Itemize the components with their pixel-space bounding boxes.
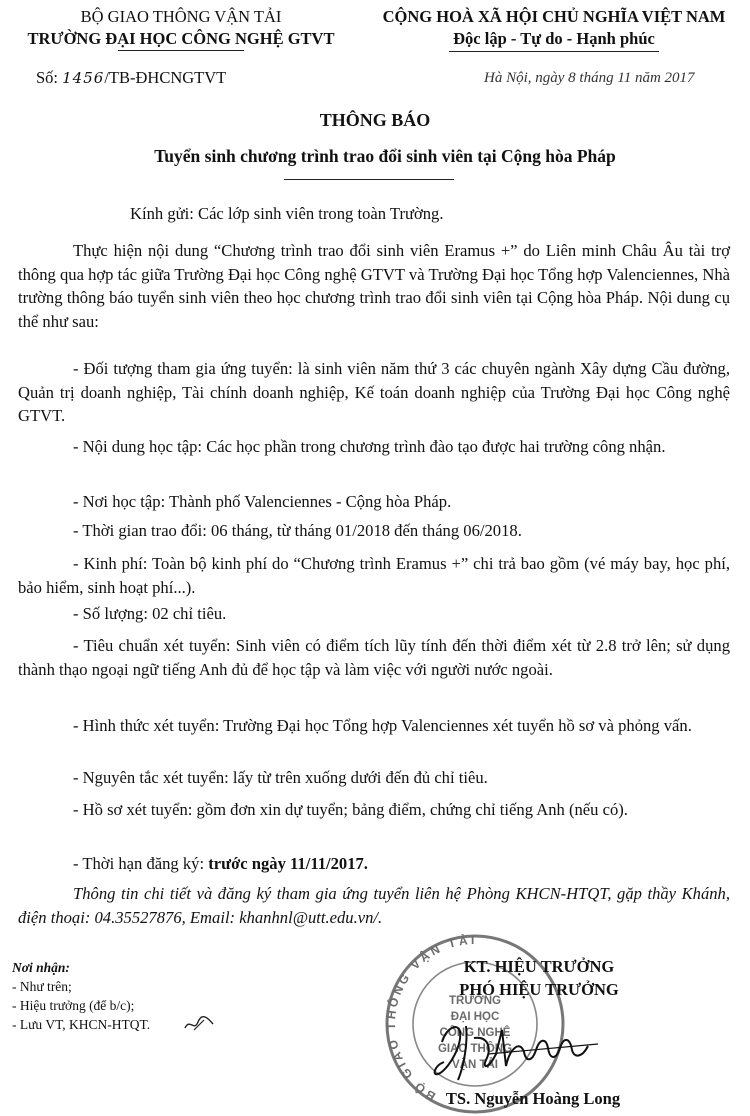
header-right-underline bbox=[449, 51, 659, 52]
item-selection-principle: - Nguyên tắc xét tuyển: lấy từ trên xuống dưới đến đủ chỉ tiêu. bbox=[73, 768, 488, 787]
stamp-ring-text: BỘ GIAO THÔNG VẬN TẢI bbox=[384, 932, 478, 1104]
page-title: THÔNG BÁO bbox=[319, 110, 431, 130]
item-application-docs: - Hồ sơ xét tuyển: gồm đơn xin dự tuyển; bảng điểm, chứng chỉ tiếng Anh (nếu có). bbox=[73, 800, 628, 819]
recipient-item: - Hiệu trưởng (để b/c); bbox=[12, 998, 135, 1013]
signer-name: TS. Nguyễn Hoàng Long bbox=[445, 1089, 621, 1108]
header-left bbox=[0, 6, 362, 50]
stamp-line: GIAO THÔNG bbox=[437, 1043, 513, 1055]
recipient-item: - Như trên; bbox=[12, 979, 72, 994]
deadline-value: trước ngày 11/11/2017. bbox=[208, 854, 368, 873]
recipients-heading: Nơi nhận: bbox=[12, 960, 70, 975]
item-criteria: - Tiêu chuẩn xét tuyển: Sinh viên có điểm tích lũy tính đến thời điểm xét từ 2.8 trở lên; sử dụng thành thạo ngoại ngữ tiếng Anh đủ để học tập và làm việc với người nước ngoài. bbox=[18, 636, 730, 679]
recipient-line: Kính gửi: Các lớp sinh viên trong toàn Trường. bbox=[130, 204, 444, 223]
item-study-place: - Nơi học tập: Thành phố Valenciennes - Cộng hòa Pháp. bbox=[73, 492, 452, 511]
recipient-item: - Lưu VT, KHCN-HTQT. bbox=[12, 1017, 151, 1032]
item-eligibility: - Đối tượng tham gia ứng tuyển: là sinh viên năm thứ 3 các chuyên ngành Xây dựng Cầu đường, Quản trị doanh nghiệp, Tài chính doanh nghiệp, Kế toán doanh nghiệp của Trường Đại học Công nghệ GTVT. bbox=[18, 359, 730, 426]
stamp-line: CÔNG NGHỆ bbox=[439, 1027, 511, 1039]
stamp-line: VẬN TẢI bbox=[452, 1059, 498, 1071]
header-right bbox=[358, 6, 750, 50]
initial-mark-icon bbox=[182, 1012, 216, 1036]
page-subtitle: Tuyển sinh chương trình trao đổi sinh viên tại Cộng hòa Pháp bbox=[154, 146, 616, 166]
handwritten-signature-icon bbox=[428, 1008, 618, 1088]
recipients-block bbox=[12, 958, 150, 1034]
school-name: TRƯỜNG ĐẠI HỌC CÔNG NGHỆ GTVT bbox=[27, 29, 335, 48]
signature-role-2: PHÓ HIỆU TRƯỞNG bbox=[459, 980, 619, 999]
header-left-underline bbox=[118, 50, 244, 51]
item-exchange-time: - Thời gian trao đổi: 06 tháng, từ tháng 01/2018 đến tháng 06/2018. bbox=[73, 521, 522, 540]
item-selection-method: - Hình thức xét tuyển: Trường Đại học Tổng hợp Valenciennes xét tuyển hồ sơ và phỏng vấn. bbox=[73, 716, 692, 735]
handwritten-number: 1456 bbox=[62, 69, 105, 87]
stamp-line: ĐẠI HỌC bbox=[450, 1011, 500, 1023]
item-study-content: - Nội dung học tập: Các học phần trong chương trình đào tạo được hai trường công nhận. bbox=[73, 437, 666, 456]
nation-name: CỘNG HOÀ XÃ HỘI CHỦ NGHĨA VIỆT NAM bbox=[382, 7, 726, 26]
item-funding: - Kinh phí: Toàn bộ kinh phí do “Chương trình Eramus +” chi trả bao gồm (vé máy bay, học phí, bảo hiểm, sinh hoạt phí...). bbox=[18, 554, 730, 597]
reference-number: Số: 1456/TB-ĐHCNGTVT bbox=[36, 68, 227, 87]
ministry-name: BỘ GIAO THÔNG VẬN TẢI bbox=[80, 7, 282, 26]
stamp-line: TRƯỜNG bbox=[449, 995, 501, 1007]
signature-role-1: KT. HIỆU TRƯỞNG bbox=[463, 957, 615, 976]
place-date: Hà Nội, ngày 8 tháng 11 năm 2017 bbox=[484, 70, 695, 86]
subtitle-underline bbox=[284, 179, 454, 180]
intro-paragraph: Thực hiện nội dung “Chương trình trao đổi sinh viên Eramus +” do Liên minh Châu Âu tài trợ thông qua hợp tác giữa Trường Đại học Công nghệ GTVT và Trường Đại học Tổng hợp Valenciennes, Nhà trường thông báo tuyển sinh viên theo học chương trình trao đổi sinh viên tại Cộng hòa Pháp. Nội dung cụ thể như sau: bbox=[18, 241, 730, 331]
contact-paragraph: Thông tin chi tiết và đăng ký tham gia ứng tuyển liên hệ Phòng KHCN-HTQT, gặp thầy Khánh, điện thoại: 04.35527876, Email: khanhnl@utt.edu.vn/. bbox=[18, 884, 730, 927]
item-quota: - Số lượng: 02 chỉ tiêu. bbox=[73, 604, 227, 623]
motto: Độc lập - Tự do - Hạnh phúc bbox=[453, 29, 655, 48]
item-deadline: - Thời hạn đăng ký: trước ngày 11/11/2017. bbox=[73, 854, 368, 873]
